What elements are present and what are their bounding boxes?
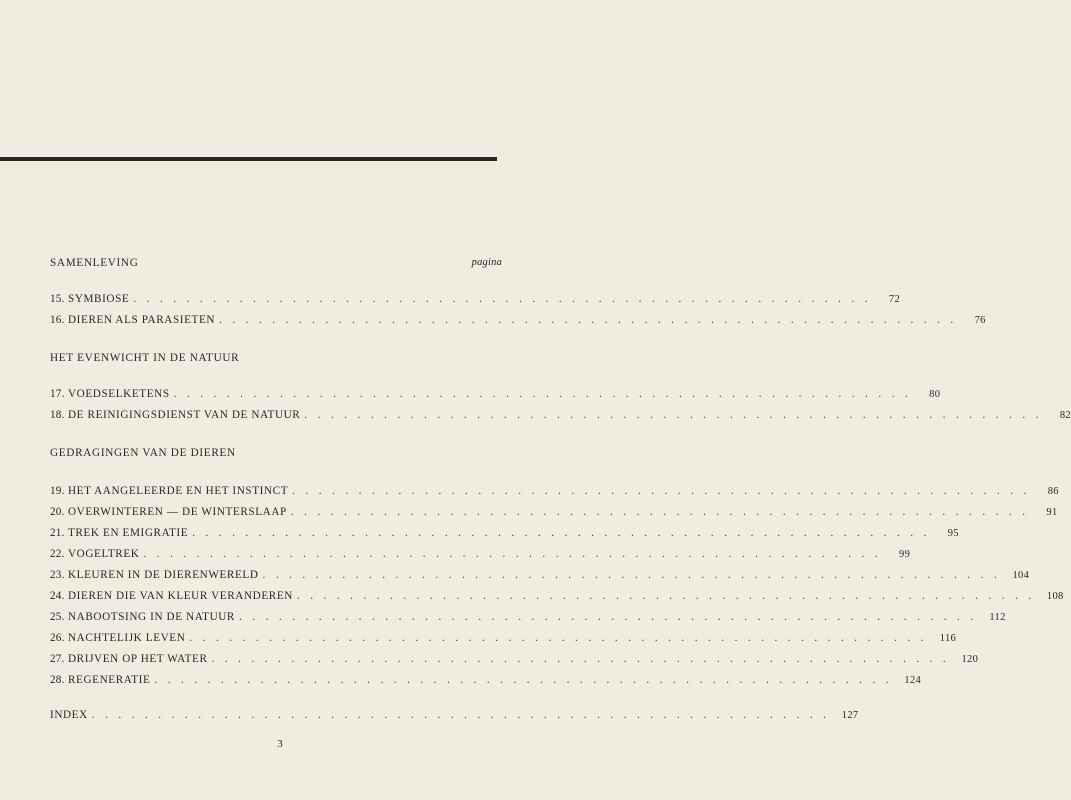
entry-title: DIEREN ALS PARASIETEN [68, 314, 216, 326]
entry-number: 28. [50, 674, 65, 686]
entry-title: VOEDSELKETENS [68, 388, 170, 400]
entry-title: NABOOTSING IN DE NATUUR [68, 611, 235, 623]
dot-leader: ........................................................ [173, 388, 919, 400]
entry-title: DE REINIGINGSDIENST VAN DE NATUUR [68, 409, 301, 421]
entry-number: 23. [50, 569, 65, 581]
toc-entry [50, 568, 1030, 583]
dot-leader: ........................................................ [290, 506, 1036, 518]
dot-leader: ........................................................ [192, 527, 937, 539]
entry-page: 116 [939, 633, 957, 644]
toc-entry [50, 313, 986, 328]
section-title: GEDRAGINGEN VAN DE DIEREN [50, 447, 236, 459]
entry-page: 99 [899, 549, 911, 560]
dot-leader: ........................................................ [239, 611, 984, 623]
toc-entry [50, 408, 1071, 423]
dot-leader: ........................................................ [91, 709, 837, 721]
page-number: 3 [277, 738, 283, 750]
entry-number: 20. [50, 506, 65, 518]
dot-leader: ........................................................ [296, 590, 1042, 602]
entry-page: 95 [947, 528, 959, 539]
entry-title: OVERWINTEREN — DE WINTERSLAAP [68, 506, 287, 518]
toc-entry [50, 526, 959, 541]
entry-page: 82 [1059, 410, 1071, 421]
toc-entry [50, 631, 957, 646]
dot-leader: ........................................................ [262, 569, 1008, 581]
entry-page: 91 [1046, 507, 1058, 518]
entry-number: 22. [50, 548, 65, 560]
section-heading-evenwicht [50, 351, 502, 365]
toc-entry [50, 505, 1058, 520]
entry-number: 15. [50, 293, 65, 305]
entry-title: NACHTELIJK LEVEN [68, 632, 186, 644]
dot-leader: ........................................................ [154, 674, 900, 686]
entry-page: 127 [841, 710, 859, 721]
entry-title: DIEREN DIE VAN KLEUR VERANDEREN [68, 590, 293, 602]
entry-number: 27. [50, 653, 65, 665]
dot-leader: ........................................................ [211, 653, 957, 665]
toc-entry [50, 484, 1059, 499]
entry-number: 17. [50, 388, 65, 400]
dot-leader: ........................................................ [133, 293, 878, 305]
entry-title: HET AANGELEERDE EN HET INSTINCT [68, 485, 289, 497]
toc-entry [50, 547, 911, 562]
entry-title: INDEX [50, 709, 88, 721]
entry-number: 25. [50, 611, 65, 623]
entry-page: 104 [1012, 570, 1030, 581]
entry-number: 24. [50, 590, 65, 602]
dot-leader: ........................................................ [143, 548, 889, 560]
toc-entry [50, 610, 1006, 625]
toc-entry-index [50, 708, 859, 723]
entry-number: 19. [50, 485, 65, 497]
entry-page: 86 [1047, 486, 1059, 497]
toc-entry [50, 589, 1064, 604]
section-title: HET EVENWICHT IN DE NATUUR [50, 352, 240, 364]
dot-leader: ........................................................ [219, 314, 964, 326]
pagina-label: pagina [471, 257, 502, 268]
entry-title: REGENERATIE [68, 674, 151, 686]
entry-page: 76 [974, 315, 986, 326]
toc-entry [50, 387, 941, 402]
toc-entry [50, 652, 979, 667]
toc-entry [50, 292, 900, 307]
entry-title: KLEUREN IN DE DIERENWERELD [68, 569, 259, 581]
entry-page: 80 [929, 389, 941, 400]
section-title: SAMENLEVING [50, 257, 139, 269]
entry-title: DRIJVEN OP HET WATER [68, 653, 208, 665]
entry-title: SYMBIOSE [68, 293, 130, 305]
entry-page: 112 [989, 612, 1006, 623]
entry-number: 21. [50, 527, 65, 539]
entry-page: 120 [961, 654, 979, 665]
section-heading-gedragingen [50, 446, 502, 460]
entry-number: 18. [50, 409, 65, 421]
entry-number: 16. [50, 314, 65, 326]
section-heading-samenleving [50, 256, 502, 270]
entry-title: VOGELTREK [68, 548, 140, 560]
dot-leader: ........................................................ [292, 485, 1037, 497]
entry-page: 124 [904, 675, 922, 686]
entry-page: 108 [1046, 591, 1064, 602]
entry-title: TREK EN EMIGRATIE [68, 527, 189, 539]
top-rule [0, 157, 497, 161]
dot-leader: ........................................................ [189, 632, 935, 644]
dot-leader: ........................................................ [304, 409, 1049, 421]
entry-page: 72 [888, 294, 900, 305]
toc-entry [50, 673, 922, 688]
entry-number: 26. [50, 632, 65, 644]
